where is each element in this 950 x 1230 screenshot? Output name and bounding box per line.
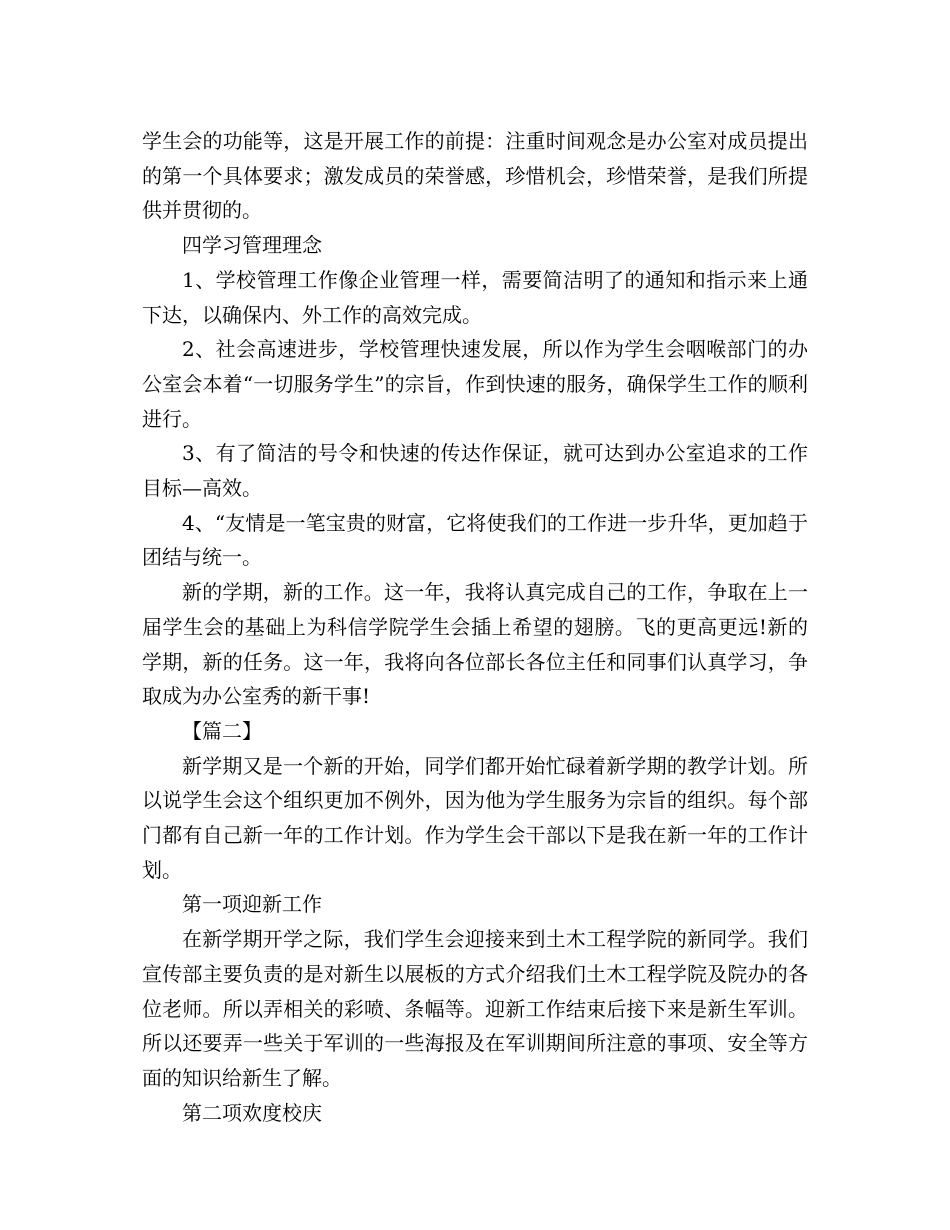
- heading-item-one: 第一项迎新工作: [182, 892, 322, 917]
- list-item-1: 1、学校管理工作像企业管理一样，需要简洁明了的通知和指示来上通下达，以确保内、外工作的高效完成。: [142, 267, 808, 327]
- paragraph-welcome-work: 在新学期开学之际，我们学生会迎接来到土木工程学院的新同学。我们宣传部主要负责的是对新生以展板的方式介绍我们土木工程学院及院办的各位老师。所以弄相关的彩喷、条幅等。迎新工作结束后接下来是新生军训。所以还要弄一些关于军训的一些海报及在军训期间所注意的事项、安全等方面的知识给新生了解。: [142, 927, 808, 1090]
- paragraph-new-semester: 新的学期，新的工作。这一年，我将认真完成自己的工作，争取在上一届学生会的基础上为科信学院学生会插上希望的翅膀。飞的更高更远!新的学期，新的任务。这一年，我将向各位部长各位主任和同事们认真学习，争取成为办公室秀的新干事!: [142, 580, 808, 709]
- heading-management-philosophy: 四学习管理理念: [182, 233, 322, 258]
- paragraph-intro-part-two: 新学期又是一个新的开始，同学们都开始忙碌着新学期的教学计划。所以说学生会这个组织更加不例外，因为他为学生服务为宗旨的组织。每个部门都有自己新一年的工作计划。作为学生会干部以下是我在新一年的工作计划。: [142, 753, 808, 882]
- list-item-2: 2、社会高速进步，学校管理快速发展，所以作为学生会咽喉部门的办公室会本着“一切服务学生”的宗旨，作到快速的服务，确保学生工作的顺利进行。: [142, 337, 808, 431]
- paragraph-continuation: 学生会的功能等，这是开展工作的前提：注重时间观念是办公室对成员提出的第一个具体要求；激发成员的荣誉感，珍惜机会，珍惜荣誉，是我们所提供并贯彻的。: [142, 129, 808, 223]
- document-body: [142, 124, 808, 1130]
- heading-item-two: 第二项欢度校庆: [182, 1100, 322, 1125]
- section-heading-part-two: 【篇二】: [182, 718, 262, 743]
- list-item-4: 4、“友情是一笔宝贵的财富，它将使我们的工作进一步升华，更加趋于团结与统一。: [142, 510, 808, 570]
- list-item-3: 3、有了简洁的号令和快速的传达作保证，就可达到办公室追求的工作目标—高效。: [142, 441, 808, 501]
